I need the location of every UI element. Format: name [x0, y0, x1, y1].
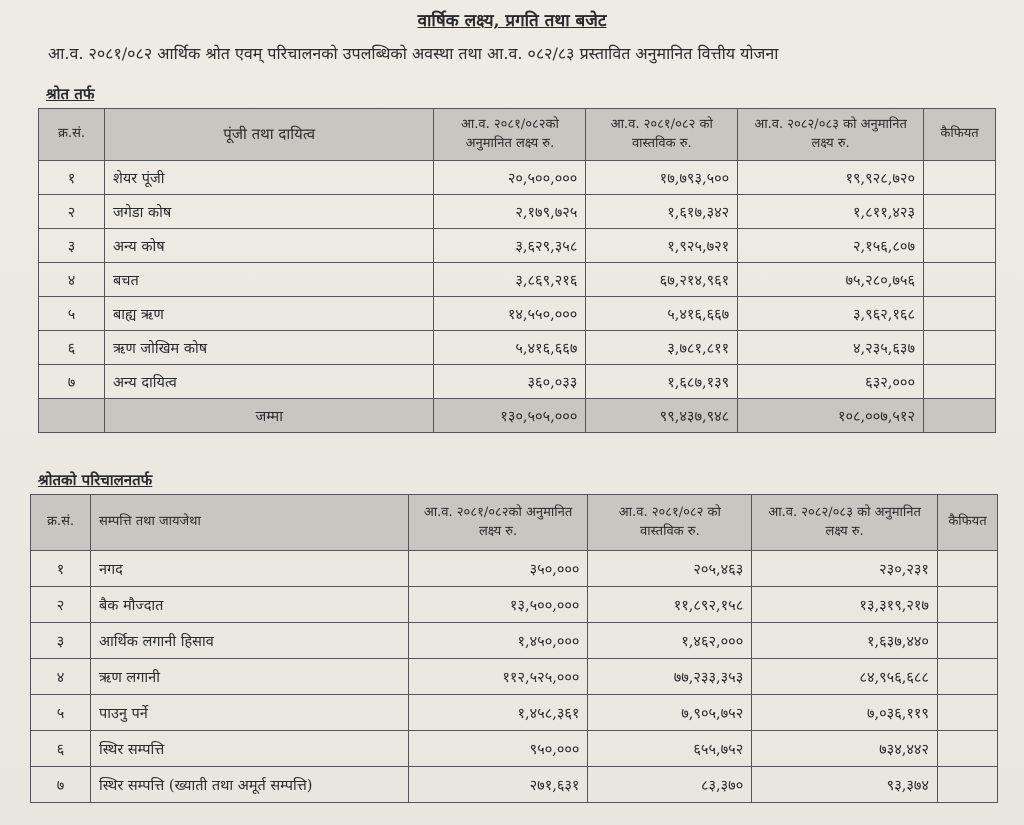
header-target: आ.व. २०८१/०८२को अनुमानित लक्ष्य रु.	[408, 495, 588, 551]
row-remarks	[937, 587, 997, 623]
row-item: बैक मौज्दात	[90, 587, 408, 623]
table-row	[39, 161, 996, 195]
row-item: ऋण जोखिम कोष	[104, 331, 434, 365]
row-actual: ११,८९२,१५८	[588, 587, 752, 623]
row-remarks	[924, 365, 996, 399]
row-sn: १	[39, 161, 105, 195]
row-actual: ७७,२३३,३५३	[588, 659, 752, 695]
row-target: २७१,६३१	[408, 767, 588, 803]
total-remarks	[924, 399, 996, 433]
row-sn: ६	[31, 731, 91, 767]
document-subtitle: आ.व. २०८१/०८२ आर्थिक श्रोत एवम् परिचालनको उपलब्धिको अवस्था तथा आ.व. ०८२/८३ प्रस्तावित अनुमानित वित्तीय योजना	[48, 44, 779, 63]
row-proposed: १९,९२८,७२०	[738, 161, 924, 195]
row-sn: २	[39, 195, 105, 229]
row-item: अन्य कोष	[104, 229, 434, 263]
row-remarks	[924, 229, 996, 263]
row-sn: ३	[31, 623, 91, 659]
table-row	[39, 331, 996, 365]
total-target: १३०,५०५,०००	[434, 399, 586, 433]
row-item: नगद	[90, 551, 408, 587]
table-row	[39, 229, 996, 263]
row-proposed: ८४,९५६,६८८	[752, 659, 938, 695]
header-remarks: कैफियत	[924, 109, 996, 161]
row-sn: ४	[31, 659, 91, 695]
header-proposed: आ.व. २०८२/०८३ को अनुमानित लक्ष्य रु.	[738, 109, 924, 161]
row-sn: ७	[31, 767, 91, 803]
row-proposed: २३०,२३१	[752, 551, 938, 587]
row-item: ऋण लगानी	[90, 659, 408, 695]
uses-section-label: श्रोतको परिचालनतर्फ	[38, 471, 153, 489]
row-target: ५,४१६,६६७	[434, 331, 586, 365]
row-actual: १,४६२,०००	[588, 623, 752, 659]
row-remarks	[924, 297, 996, 331]
table-row	[31, 551, 998, 587]
row-item: बचत	[104, 263, 434, 297]
row-proposed: ७३४,४४२	[752, 731, 938, 767]
table-row	[31, 587, 998, 623]
row-remarks	[937, 623, 997, 659]
row-actual: ३,७८१,८११	[586, 331, 738, 365]
table-row	[31, 659, 998, 695]
table-row	[39, 365, 996, 399]
row-remarks	[937, 659, 997, 695]
document-title: वार्षिक लक्ष्य, प्रगति तथा बजेट	[417, 11, 607, 31]
header-sn: क्र.सं.	[39, 109, 105, 161]
row-actual: ६५५,७५२	[588, 731, 752, 767]
row-target: ३६०,०३३	[434, 365, 586, 399]
row-target: ३५०,०००	[408, 551, 588, 587]
row-item: स्थिर सम्पत्ति (ख्याती तथा अमूर्त सम्पत्ति)	[90, 767, 408, 803]
row-item: बाह्य ऋण	[104, 297, 434, 331]
row-proposed: ४,२३५,६३७	[738, 331, 924, 365]
row-remarks	[924, 161, 996, 195]
row-item: आर्थिक लगानी हिसाव	[90, 623, 408, 659]
row-sn: ५	[39, 297, 105, 331]
table-row	[31, 731, 998, 767]
sources-table	[38, 108, 996, 433]
uses-table	[30, 494, 998, 803]
row-remarks	[937, 695, 997, 731]
header-actual: आ.व. २०८१/०८२ को वास्तविक रु.	[588, 495, 752, 551]
row-remarks	[937, 731, 997, 767]
row-remarks	[937, 767, 997, 803]
row-actual: २०५,४६३	[588, 551, 752, 587]
row-target: १४,५५०,०००	[434, 297, 586, 331]
row-actual: १७,७९३,५००	[586, 161, 738, 195]
row-remarks	[924, 195, 996, 229]
row-item: जगेडा कोष	[104, 195, 434, 229]
header-remarks: कैफियत	[937, 495, 997, 551]
total-sn-blank	[39, 399, 105, 433]
row-proposed: १,८११,४२३	[738, 195, 924, 229]
row-proposed: ९३,३७४	[752, 767, 938, 803]
total-actual: ९९,४३७,९४८	[586, 399, 738, 433]
row-sn: ४	[39, 263, 105, 297]
row-proposed: ६३२,०००	[738, 365, 924, 399]
table-row	[31, 767, 998, 803]
header-item: सम्पत्ति तथा जायजेथा	[90, 495, 408, 551]
total-row	[39, 399, 996, 433]
row-target: ३,८६९,२१६	[434, 263, 586, 297]
row-target: ३,६२९,३५८	[434, 229, 586, 263]
table-row	[31, 623, 998, 659]
row-sn: ६	[39, 331, 105, 365]
row-actual: ७,९०५,७५२	[588, 695, 752, 731]
header-proposed: आ.व. २०८२/०८३ को अनुमानित लक्ष्य रु.	[752, 495, 938, 551]
total-label: जम्मा	[104, 399, 434, 433]
row-target: ९५०,०००	[408, 731, 588, 767]
table-row	[39, 297, 996, 331]
row-actual: ८३,३७०	[588, 767, 752, 803]
row-actual: १,६१७,३४२	[586, 195, 738, 229]
row-remarks	[924, 263, 996, 297]
row-sn: ३	[39, 229, 105, 263]
row-actual: १,९२५,७२१	[586, 229, 738, 263]
table-row	[39, 195, 996, 229]
row-actual: ६७,२१४,९६१	[586, 263, 738, 297]
row-item: स्थिर सम्पत्ति	[90, 731, 408, 767]
row-proposed: १,६३७,४४०	[752, 623, 938, 659]
total-proposed: १०८,००७,५१२	[738, 399, 924, 433]
header-sn: क्र.सं.	[31, 495, 91, 551]
row-actual: १,६८७,१३९	[586, 365, 738, 399]
row-sn: ७	[39, 365, 105, 399]
table-row	[39, 263, 996, 297]
table-row	[31, 695, 998, 731]
header-actual: आ.व. २०८१/०८२ को वास्तविक रु.	[586, 109, 738, 161]
row-item: शेयर पूंजी	[104, 161, 434, 195]
row-item: पाउनु पर्ने	[90, 695, 408, 731]
row-sn: १	[31, 551, 91, 587]
row-remarks	[924, 331, 996, 365]
row-proposed: ७५,२८०,७५६	[738, 263, 924, 297]
row-target: १,४५८,३६१	[408, 695, 588, 731]
row-target: ११२,५२५,०००	[408, 659, 588, 695]
row-proposed: ७,०३६,११९	[752, 695, 938, 731]
row-item: अन्य दायित्व	[104, 365, 434, 399]
row-proposed: ३,९६२,१६८	[738, 297, 924, 331]
row-target: १,४५०,०००	[408, 623, 588, 659]
row-target: २,१७९,७२५	[434, 195, 586, 229]
row-proposed: २,१५६,८०७	[738, 229, 924, 263]
sources-section-label: श्रोत तर्फ	[46, 85, 95, 103]
row-proposed: १३,३१९,२१७	[752, 587, 938, 623]
header-target: आ.व. २०८१/०८२को अनुमानित लक्ष्य रु.	[434, 109, 586, 161]
header-item: पूंजी तथा दायित्व	[104, 109, 434, 161]
row-sn: ५	[31, 695, 91, 731]
row-actual: ५,४१६,६६७	[586, 297, 738, 331]
row-target: १३,५००,०००	[408, 587, 588, 623]
row-sn: २	[31, 587, 91, 623]
row-target: २०,५००,०००	[434, 161, 586, 195]
row-remarks	[937, 551, 997, 587]
